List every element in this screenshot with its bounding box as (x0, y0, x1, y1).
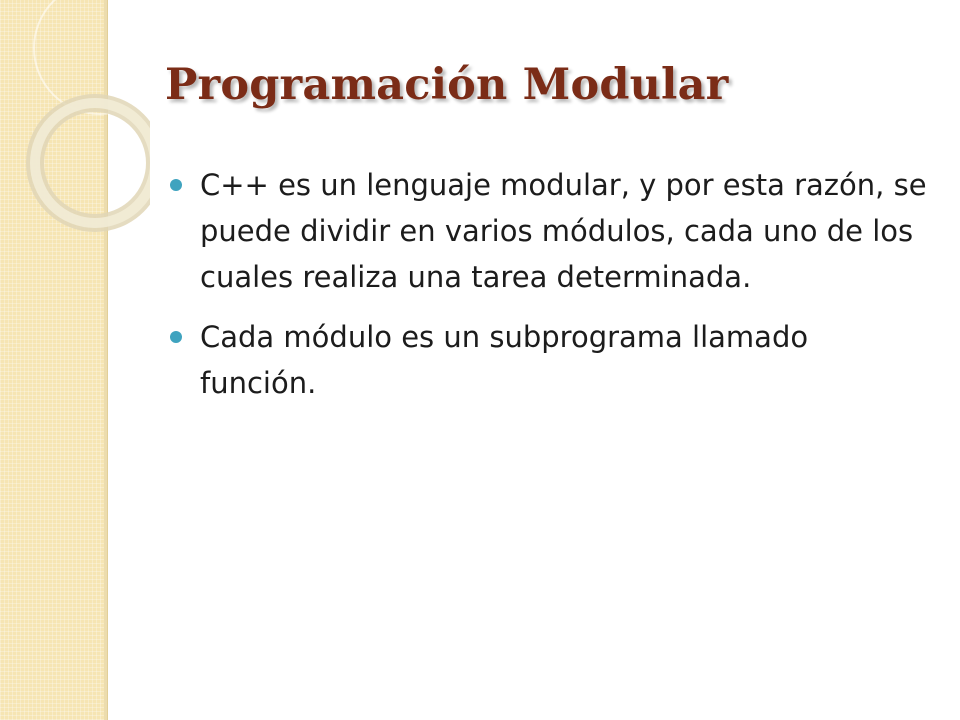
bullet-text: Cada módulo es un subprograma llamado función. (200, 320, 809, 400)
bullet-dot-icon (170, 331, 182, 343)
bullet-item (170, 314, 930, 406)
bullet-text: C++ es un lenguaje modular, y por esta razón, se puede dividir en varios módulos, cada uno de los cuales realiza una tarea determinada. (200, 168, 927, 294)
slide-title: Programación Modular (165, 60, 729, 110)
bullet-list (170, 162, 930, 420)
decor-circle-middle-inner (35, 103, 150, 223)
bullet-item (170, 162, 930, 300)
bullet-dot-icon (170, 179, 182, 191)
decorative-circles (0, 0, 150, 260)
